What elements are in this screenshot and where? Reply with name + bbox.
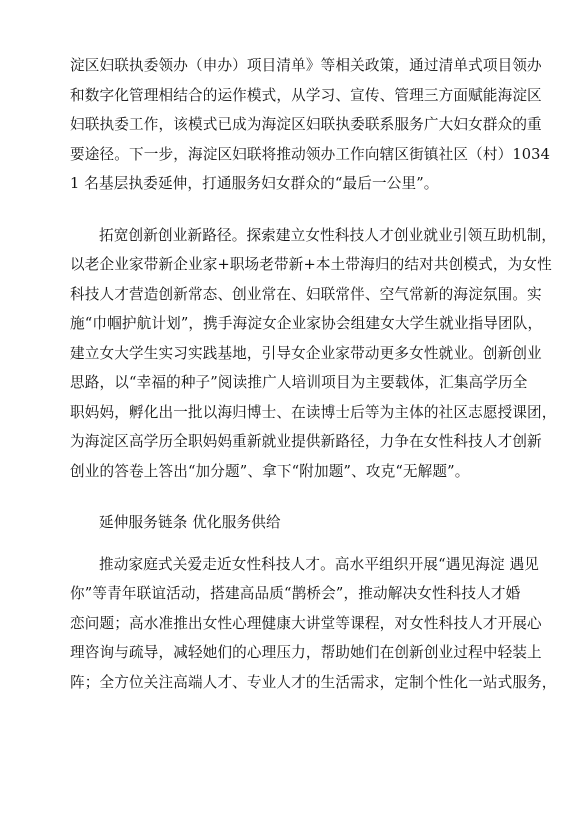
paragraph-1-line: 1 名基层执委延伸，打通服务妇女群众的“最后一公里”。 <box>70 175 439 192</box>
paragraph-2-line: 建立女大学生实习实践基地，引导女企业家带动更多女性就业。创新创业 <box>70 344 542 362</box>
paragraph-3-line: 恋问题；高水准推出女性心理健康大讲堂等课程，对女性科技人才开展心 <box>70 614 542 632</box>
paragraph-3-line: 理咨询与疏导，减轻她们的心理压力，帮助她们在创新创业过程中轻装上 <box>70 644 542 661</box>
paragraph-2-line: 创业的答卷上答出“加分题”、拿下“附加题”、攻克“无解题”。 <box>70 462 470 480</box>
paragraph-1-line: 淀区妇联执委领办（申办）项目清单》等相关政策，通过清单式项目领办 <box>70 57 542 74</box>
paragraph-2-line: 以老企业家带新企业家+职场老带新+本土带海归的结对共创模式，为女性 <box>70 256 552 273</box>
paragraph-3-line: 你”等青年联谊活动，搭建高品质“鹊桥会”，推动解决女性科技人才婚 <box>70 585 521 602</box>
paragraph-1-line: 妇联执委工作，该模式已成为海淀区妇联执委联系服务广大妇女群众的重 <box>70 116 542 133</box>
paragraph-2-line: 拓宽创新创业新路径。探索建立女性科技人才创业就业引领互助机制， <box>99 226 557 244</box>
paragraph-3-line: 推动家庭式关爱走近女性科技人才。高水平组织开展“遇见海淀 遇见 <box>99 555 539 573</box>
paragraph-3-line: 阵；全方位关注高端人才、专业人才的生活需求，定制个性化一站式服务， <box>70 673 557 691</box>
paragraph-2-line: 为海淀区高学历全职妈妈重新就业提供新路径，力争在女性科技人才创新 <box>70 433 542 450</box>
paragraph-1-line: 和数字化管理相结合的运作模式，从学习、宣传、管理三方面赋能海淀区 <box>70 86 542 104</box>
paragraph-2-line: 施“巾帼护航计划”，携手海淀女企业家协会组建女大学生就业指导团队， <box>70 315 543 332</box>
paragraph-2-line: 职妈妈，孵化出一批以海归博士、在读博士后等为主体的社区志愿授课团， <box>70 403 557 421</box>
paragraph-2-line: 科技人才营造创新常态、创业常在、妇联常伴、空气常新的海淀氛围。实 <box>70 285 542 303</box>
paragraph-2-line: 思路，以“幸福的种子”阅读推广人培训项目为主要载体，汇集高学历全 <box>70 374 528 391</box>
paragraph-1-line: 要途径。下一步，海淀区妇联将推动领办工作向辖区街镇社区（村）1034 <box>70 145 551 163</box>
section-heading: 延伸服务链条 优化服务供给 <box>99 514 281 531</box>
